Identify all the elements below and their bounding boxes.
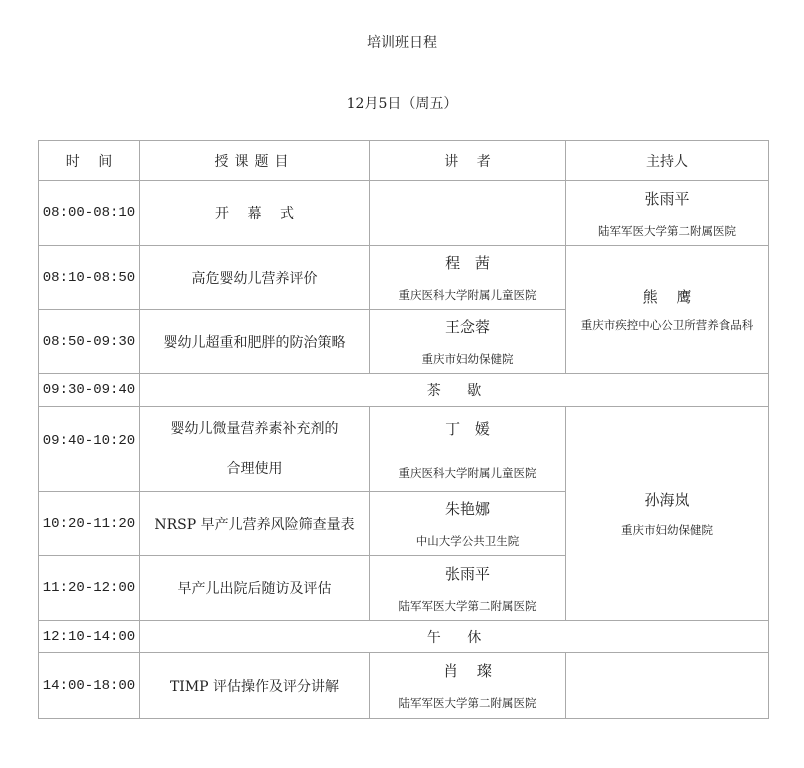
topic-cell: 高危婴幼儿营养评价 xyxy=(140,246,370,310)
time-cell: 12:10-14:00 xyxy=(39,621,140,653)
speaker-name: 程 茜 xyxy=(445,254,490,272)
speaker-org: 陆军军医大学第二附属医院 xyxy=(398,696,537,710)
host-name: 熊 鹰 xyxy=(642,288,692,306)
speaker-cell xyxy=(370,246,566,310)
table-row xyxy=(39,653,769,719)
speaker-cell xyxy=(370,492,566,556)
speaker-name: 王念蓉 xyxy=(444,318,490,336)
speaker-name: 肖 璨 xyxy=(443,662,492,680)
topic-cell: NRSP 早产儿营养风险筛查量表 xyxy=(140,492,370,556)
time-cell: 08:50-09:30 xyxy=(39,310,140,374)
header-time: 时 间 xyxy=(39,141,140,181)
topic-cell: 婴幼儿超重和肥胖的防治策略 xyxy=(140,310,370,374)
speaker-cell xyxy=(370,310,566,374)
host-cell xyxy=(566,653,769,719)
speaker-name: 朱艳娜 xyxy=(444,500,490,518)
speaker-org: 陆军军医大学第二附属医院 xyxy=(398,598,537,613)
header-speaker: 讲 者 xyxy=(370,141,566,181)
host-org: 重庆市妇幼保健院 xyxy=(621,523,713,537)
speaker-org: 重庆医科大学附属儿童医院 xyxy=(398,465,537,480)
break-cell: 午 休 xyxy=(140,621,769,653)
table-row xyxy=(39,181,769,246)
schedule-date: 12月5日（周五） xyxy=(346,96,458,112)
time-cell: 09:40-10:20 xyxy=(39,407,140,492)
time-cell: 10:20-11:20 xyxy=(39,492,140,556)
time-cell: 08:10-08:50 xyxy=(39,246,140,310)
schedule-table xyxy=(38,140,769,719)
topic-line: 合理使用 xyxy=(226,461,283,477)
table-row xyxy=(39,621,769,653)
host-cell xyxy=(566,181,769,246)
table-row xyxy=(39,246,769,310)
host-name: 张雨平 xyxy=(644,189,690,208)
speaker-org: 重庆医科大学附属儿童医院 xyxy=(398,288,537,302)
speaker-name: 丁 媛 xyxy=(445,419,490,438)
time-cell: 11:20-12:00 xyxy=(39,556,140,621)
time-cell: 09:30-09:40 xyxy=(39,374,140,407)
table-row xyxy=(39,374,769,407)
speaker-cell xyxy=(370,653,566,719)
document-title: 培训班日程 xyxy=(367,35,437,51)
host-cell xyxy=(566,246,769,374)
speaker-cell xyxy=(370,556,566,621)
host-cell xyxy=(566,407,769,621)
break-cell: 茶 歇 xyxy=(140,374,769,407)
header-host: 主持人 xyxy=(566,141,769,181)
topic-cell: TIMP 评估操作及评分讲解 xyxy=(140,653,370,719)
time-cell: 08:00-08:10 xyxy=(39,181,140,246)
topic-line: 婴幼儿微量营养素补充剂的 xyxy=(170,421,339,437)
speaker-name: 张雨平 xyxy=(444,564,490,583)
time-cell: 14:00-18:00 xyxy=(39,653,140,719)
table-row xyxy=(39,407,769,492)
table-header-row xyxy=(39,141,769,181)
host-org: 重庆市疾控中心公卫所营养食品科 xyxy=(580,318,754,332)
topic-cell: 开 幕 式 xyxy=(140,181,370,246)
speaker-cell xyxy=(370,181,566,246)
header-topic: 授课题目 xyxy=(140,141,370,181)
speaker-org: 中山大学公共卫生院 xyxy=(415,534,520,548)
host-name: 孙海岚 xyxy=(644,491,690,509)
speaker-cell xyxy=(370,407,566,492)
topic-cell: 早产儿出院后随访及评估 xyxy=(140,556,370,621)
topic-cell xyxy=(140,407,370,492)
host-org: 陆军军医大学第二附属医院 xyxy=(598,223,736,238)
speaker-org: 重庆市妇幼保健院 xyxy=(421,352,514,366)
